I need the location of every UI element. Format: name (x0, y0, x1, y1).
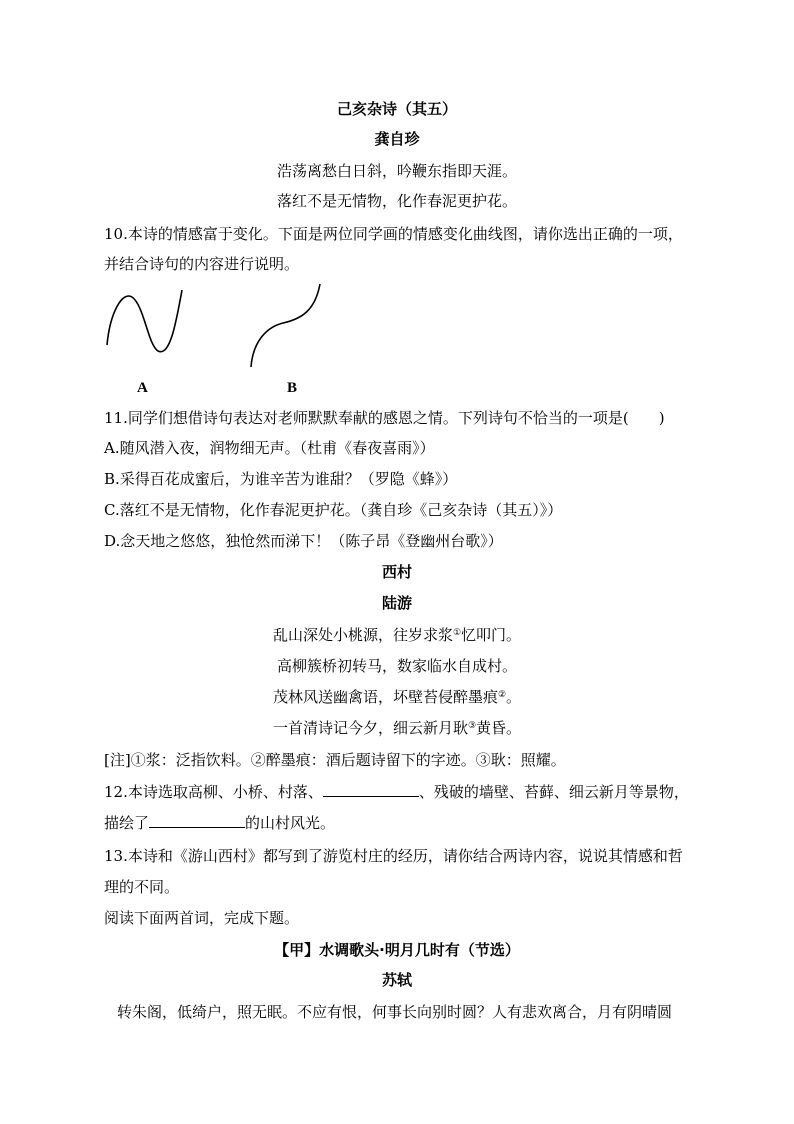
curve-b-label: B (287, 380, 298, 396)
q11-option-b: B.采得百花成蜜后，为谁辛苦为谁甜？（罗隐《蜂》） (104, 470, 458, 488)
poem2-line-2: 高柳簇桥初转马，数家临水自成村。 (276, 657, 517, 675)
poem1-title: 己亥杂诗（其五） (336, 100, 457, 118)
curve-a-label: A (137, 380, 148, 396)
curve-a-path (107, 290, 182, 352)
poem2-line-3: 茂林风送幽禽语，坏壁苔侵醉墨痕②。 (272, 688, 522, 706)
curve-b-figure (245, 281, 325, 371)
q10-text-line-1: 10.本诗的情感富于变化。下面是两位同学画的情感变化曲线图，请你选出正确的一项， (104, 225, 683, 243)
curve-b-path (251, 284, 320, 367)
q11-option-a: A.随风潜入夜，润物细无声。（杜甫《春夜喜雨》） (104, 439, 435, 457)
q10-text-line-2: 并结合诗句的内容进行说明。 (104, 255, 300, 273)
reading-instruction: 阅读下面两首词，完成下题。 (104, 909, 300, 927)
poem2-line-4: 一首清诗记今夕，细云新月耿③黄昏。 (272, 719, 522, 737)
q12-line-2: 描绘了 的山村风光。 (104, 814, 336, 832)
poem2-author: 陆游 (381, 594, 412, 612)
footnote-marker-1: ① (452, 628, 462, 638)
poem2-title: 西村 (381, 563, 412, 581)
poem2-note: [注]①浆：泛指饮料。②醉墨痕：酒后题诗留下的字迹。③耿：照耀。 (104, 751, 566, 769)
poem1-line-1: 浩荡离愁白日斜，吟鞭东指即天涯。 (276, 162, 517, 180)
poem3-title: 【甲】水调歌头·明月几时有（节选） (274, 941, 520, 959)
q13-line-2: 理的不同。 (104, 878, 180, 896)
q12-line-1: 12.本诗选取高柳、小桥、村落、 、残破的墙壁、苔藓、细云新月等景物， (104, 783, 689, 801)
q11-option-d: D.念天地之悠悠，独怆然而涕下！（陈子昂《登幽州台歌》） (104, 532, 503, 550)
poem1-author: 龚自珍 (374, 130, 420, 148)
q11-option-c: C.落红不是无情物，化作春泥更护花。（龚自珍《己亥杂诗（其五）》） (104, 501, 563, 519)
footnote-marker-2: ② (497, 690, 507, 700)
q12-blank-1[interactable] (323, 782, 419, 797)
poem3-line-1: 转朱阁，低绮户，照无眠。不应有恨，何事长向别时圆？人有悲欢离合，月有阴晴圆 (117, 1003, 673, 1021)
q12-blank-2[interactable] (149, 813, 245, 828)
q13-line-1: 13.本诗和《游山西村》都写到了游览村庄的经历，请你结合两诗内容，说说其情感和哲 (104, 847, 683, 865)
poem3-author: 苏轼 (381, 971, 412, 989)
q11-stem: 11.同学们想借诗句表达对老师默默奉献的感恩之情。下列诗句不恰当的一项是( ) (104, 409, 665, 427)
poem1-line-2: 落红不是无情物，化作春泥更护花。 (276, 192, 517, 210)
poem2-line-1: 乱山深处小桃源，往岁求浆①忆叩门。 (272, 626, 522, 644)
curve-a-figure (100, 283, 190, 358)
footnote-marker-3: ③ (467, 721, 477, 731)
